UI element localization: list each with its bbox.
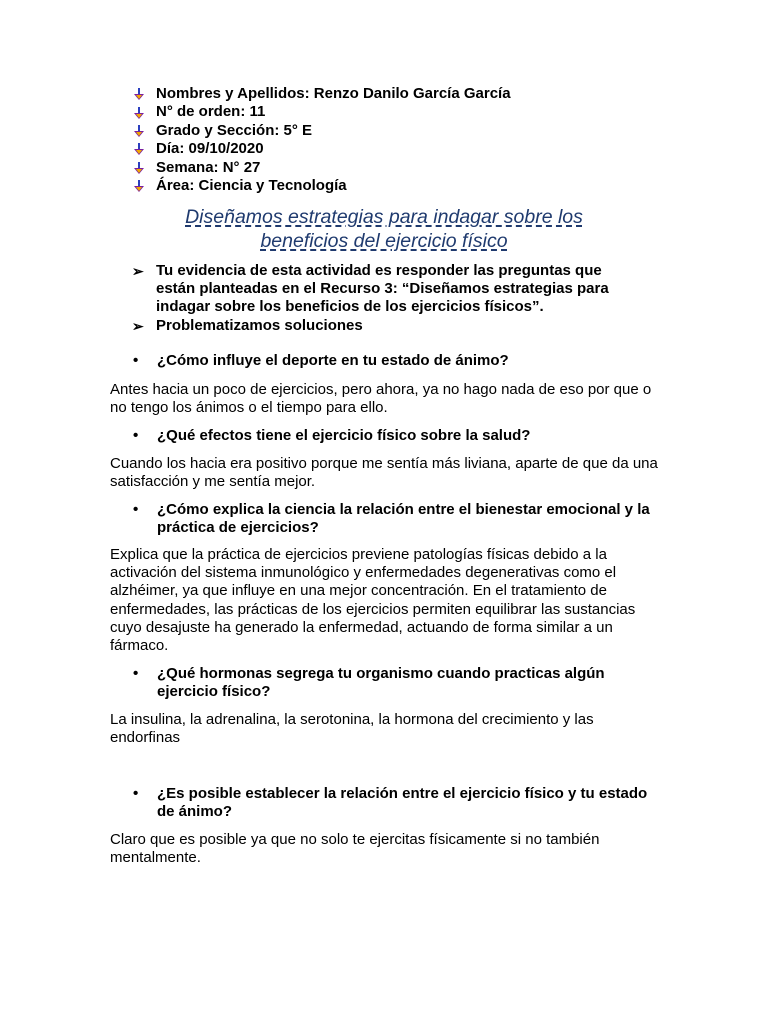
chevron-right-bullet-icon: ➢ bbox=[132, 263, 144, 279]
question-2 bbox=[132, 427, 652, 445]
question-1 bbox=[132, 352, 652, 370]
answer-4: La insulina, la adrenalina, la serotonina, la hormona del crecimiento y las endorfinas bbox=[110, 711, 594, 747]
instructions-list bbox=[132, 262, 632, 335]
week: Semana: N° 27 bbox=[156, 158, 261, 176]
down-arrow-bullet-icon bbox=[133, 179, 156, 193]
bullet-dot-icon: • bbox=[133, 785, 139, 802]
bullet-dot-icon: • bbox=[133, 501, 139, 518]
bullet-dot-icon: • bbox=[133, 665, 139, 682]
question-text: ¿Cómo explica la ciencia la relación entre el bienestar emocional y la práctica de ejercicios? bbox=[157, 501, 650, 537]
student-info-item bbox=[133, 103, 511, 121]
down-arrow-bullet-icon bbox=[133, 87, 156, 101]
down-arrow-bullet-icon bbox=[133, 161, 156, 175]
student-info-list bbox=[133, 85, 511, 195]
answer-1: Antes hacia un poco de ejercicios, pero ahora, ya no hago nada de eso por que o no tengo los ánimos o el tiempo para ello. bbox=[110, 381, 652, 417]
down-arrow-bullet-icon bbox=[133, 106, 156, 120]
question-text: ¿Qué hormonas segrega tu organismo cuando practicas algún ejercicio físico? bbox=[157, 665, 605, 701]
document-title bbox=[110, 205, 658, 253]
title-line-2: beneficios del ejercicio físico bbox=[260, 230, 508, 252]
instruction-item bbox=[132, 262, 632, 317]
student-info-item bbox=[133, 85, 511, 103]
question-4 bbox=[132, 665, 652, 701]
instruction-text: Problematizamos soluciones bbox=[156, 316, 363, 334]
grade-section: Grado y Sección: 5° E bbox=[156, 121, 313, 139]
answer-3: Explica que la práctica de ejercicios previene patologías físicas debido a la activación del sistema inmunológico y enfermedades degenerativas como el alzhéimer, ya que influye en una mejor concentración. En el tratamiento de enfermedades, las prácticas de los ejercicios permiten equilibrar las sustancias cuyo desajuste ha generado la enfermedad, actuando de forma similar a un fármaco. bbox=[110, 546, 636, 655]
down-arrow-bullet-icon bbox=[133, 142, 156, 156]
subject-area: Área: Ciencia y Tecnología bbox=[156, 177, 347, 195]
question-text: ¿Es posible establecer la relación entre el ejercicio físico y tu estado de ánimo? bbox=[157, 785, 648, 821]
down-arrow-bullet-icon bbox=[133, 124, 156, 138]
question-5 bbox=[132, 785, 652, 821]
answer-2: Cuando los hacia era positivo porque me sentía más liviana, aparte de que da una satisfacción y me sentía mejor. bbox=[110, 455, 658, 491]
date: Día: 09/10/2020 bbox=[156, 140, 264, 158]
student-info-item bbox=[133, 159, 511, 177]
order-number: N° de orden: 11 bbox=[156, 103, 266, 121]
bullet-dot-icon: • bbox=[133, 352, 139, 369]
student-info-item bbox=[133, 140, 511, 158]
student-name: Nombres y Apellidos: Renzo Danilo García García bbox=[156, 85, 511, 103]
instruction-text: Tu evidencia de esta actividad es responder las preguntas que están planteadas en el Recurso 3: “Diseñamos estrategias para indagar sobre los beneficios de los ejercicios físicos”. bbox=[156, 262, 609, 316]
question-text: ¿Cómo influye el deporte en tu estado de ánimo? bbox=[157, 352, 509, 369]
student-info-item bbox=[133, 122, 511, 140]
question-3 bbox=[132, 501, 652, 537]
title-line-1: Diseñamos estrategias para indagar sobre los bbox=[185, 206, 583, 228]
answer-5: Claro que es posible ya que no solo te ejercitas físicamente si no también mentalmente. bbox=[110, 831, 600, 867]
question-text: ¿Qué efectos tiene el ejercicio físico sobre la salud? bbox=[157, 427, 531, 444]
student-info-item bbox=[133, 177, 511, 195]
instruction-item bbox=[132, 317, 632, 335]
chevron-right-bullet-icon: ➢ bbox=[132, 317, 144, 334]
bullet-dot-icon: • bbox=[133, 427, 139, 444]
